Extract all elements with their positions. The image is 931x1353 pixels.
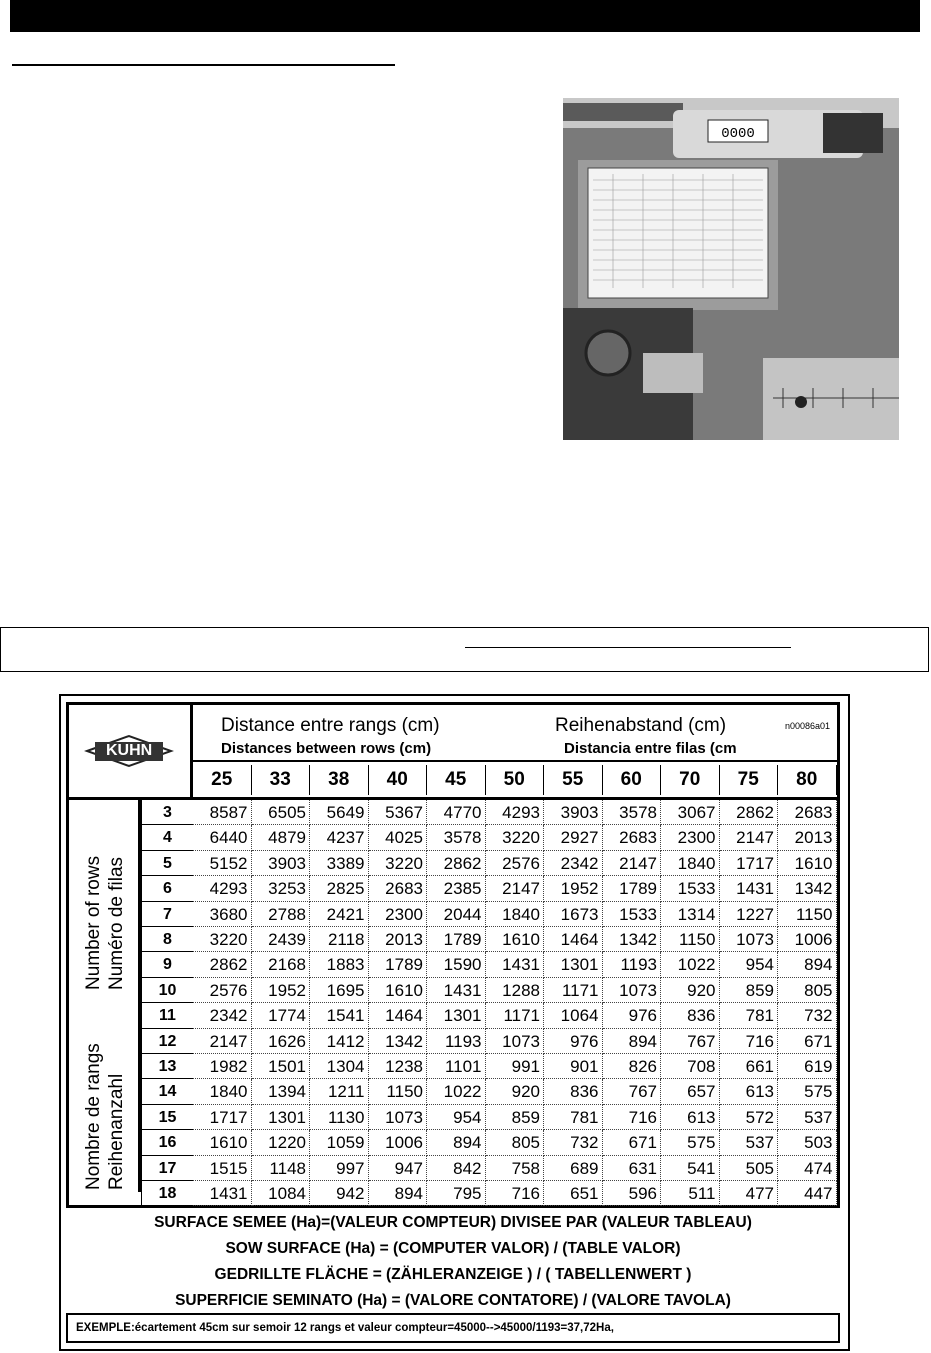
table-cell: 1501: [252, 1054, 311, 1079]
table-cell: 1150: [778, 902, 837, 927]
table-cell: 2013: [369, 927, 428, 952]
table-cell: 1084: [252, 1181, 311, 1206]
table-cell: 976: [544, 1029, 603, 1054]
table-cell: 1059: [310, 1130, 369, 1155]
table-cell: 596: [603, 1181, 662, 1206]
table-cell: 1431: [720, 876, 779, 901]
table-cell: 657: [661, 1079, 720, 1104]
table-cell: 1626: [252, 1029, 311, 1054]
table-cell: 5367: [369, 800, 428, 825]
table-cell: 954: [720, 952, 779, 977]
table-cell: 781: [544, 1105, 603, 1130]
table-cell: 2013: [778, 825, 837, 850]
table-cell: 1193: [427, 1029, 486, 1054]
table-cell: 1431: [486, 952, 545, 977]
svg-text:0000: 0000: [721, 126, 755, 142]
formula-it: SUPERFICIE SEMINATO (Ha) = (VALORE CONTATORE) / (VALORE TAVOLA): [175, 1292, 731, 1309]
table-cell: 758: [486, 1156, 545, 1181]
table-cell: 1150: [369, 1079, 428, 1104]
row-header: 4: [141, 825, 193, 850]
column-header: 25: [193, 765, 252, 795]
table-cell: 716: [720, 1029, 779, 1054]
table-cell: 651: [544, 1181, 603, 1206]
table-cell: 1342: [778, 876, 837, 901]
side-label-nombre-de-rangs: Nombre de rangs: [83, 1043, 104, 1190]
table-cell: 4025: [369, 825, 428, 850]
table-cell: 716: [603, 1105, 662, 1130]
row-header: 5: [141, 851, 193, 876]
header-bar: [10, 0, 920, 32]
side-label-numero-de-filas: Numéro de filas: [106, 856, 127, 990]
seeding-area-table: [59, 694, 850, 1351]
table-cell: 1171: [486, 1003, 545, 1028]
column-header: 33: [252, 765, 311, 795]
table-cell: 503: [778, 1130, 837, 1155]
table-cell: 826: [603, 1054, 662, 1079]
table-cell: 2825: [310, 876, 369, 901]
row-header: 10: [141, 978, 193, 1003]
column-header: 40: [369, 765, 428, 795]
column-header: 50: [486, 765, 545, 795]
table-cell: 2342: [193, 1003, 252, 1028]
table-cell: 767: [603, 1079, 662, 1104]
table-cell: 1238: [369, 1054, 428, 1079]
table-cell: 1130: [310, 1105, 369, 1130]
table-cell: 5649: [310, 800, 369, 825]
table-cell: 1073: [369, 1105, 428, 1130]
table-cell: 920: [486, 1079, 545, 1104]
table-cell: 5152: [193, 851, 252, 876]
table-cell: 3220: [369, 851, 428, 876]
header-distance-en: Distances between rows (cm): [221, 740, 432, 757]
table-cell: 805: [778, 978, 837, 1003]
table-cell: 689: [544, 1156, 603, 1181]
kuhn-logo: [69, 705, 193, 797]
table-cell: 894: [778, 952, 837, 977]
row-header: 7: [141, 902, 193, 927]
table-cell: 671: [603, 1130, 662, 1155]
table-cell: 1673: [544, 902, 603, 927]
formula-fr: SURFACE SEMEE (Ha)=(VALEUR COMPTEUR) DIVISEE PAR (VALEUR TABLEAU): [154, 1214, 752, 1231]
table-cell: 1006: [369, 1130, 428, 1155]
table-cell: 1193: [603, 952, 662, 977]
table-cell: 613: [720, 1079, 779, 1104]
table-cell: 1227: [720, 902, 779, 927]
table-cell: 1150: [661, 927, 720, 952]
table-cell: 3220: [193, 927, 252, 952]
table-cell: 572: [720, 1105, 779, 1130]
table-cell: 2168: [252, 952, 311, 977]
table-cell: 1342: [603, 927, 662, 952]
note-box: [0, 627, 929, 672]
table-cell: 3578: [603, 800, 662, 825]
row-header: 18: [141, 1181, 193, 1206]
table-cell: 1412: [310, 1029, 369, 1054]
table-cell: 2683: [603, 825, 662, 850]
table-cell: 894: [369, 1181, 428, 1206]
table-cell: 859: [720, 978, 779, 1003]
table-cell: 1073: [603, 978, 662, 1003]
table-cell: 511: [661, 1181, 720, 1206]
table-cell: 2300: [369, 902, 428, 927]
table-cell: 3253: [252, 876, 311, 901]
table-cell: 842: [427, 1156, 486, 1181]
table-cell: 1774: [252, 1003, 311, 1028]
table-cell: 1952: [544, 876, 603, 901]
table-cell: 2683: [778, 800, 837, 825]
table-cell: 2439: [252, 927, 311, 952]
table-cell: 3220: [486, 825, 545, 850]
table-cell: 1148: [252, 1156, 311, 1181]
column-header: 60: [603, 765, 662, 795]
table-cell: 1610: [369, 978, 428, 1003]
table-cell: 537: [720, 1130, 779, 1155]
table-cell: 4293: [193, 876, 252, 901]
row-header: 13: [141, 1054, 193, 1079]
table-cell: 1717: [193, 1105, 252, 1130]
table-cell: 1840: [486, 902, 545, 927]
table-cell: 1952: [252, 978, 311, 1003]
table-cell: 2118: [310, 927, 369, 952]
table-cell: 2147: [720, 825, 779, 850]
table-cell: 2421: [310, 902, 369, 927]
formula-de: GEDRILLTE FLÄCHE = (ZÄHLERANZEIGE ) / ( TABELLENWERT ): [214, 1266, 692, 1283]
table-cell: 997: [310, 1156, 369, 1181]
header-distance-fr: Distance entre rangs (cm): [221, 715, 440, 736]
table-cell: 901: [544, 1054, 603, 1079]
table-cell: 575: [661, 1130, 720, 1155]
table-cell: 2385: [427, 876, 486, 901]
table-cell: 1394: [252, 1079, 311, 1104]
table-cell: 2683: [369, 876, 428, 901]
table-cell: 1610: [193, 1130, 252, 1155]
table-cell: 1789: [427, 927, 486, 952]
kuhn-logo-text: KUHN: [106, 742, 153, 759]
row-header: 8: [141, 927, 193, 952]
table-cell: 2576: [193, 978, 252, 1003]
table-cell: 1211: [310, 1079, 369, 1104]
table-cell: 1717: [720, 851, 779, 876]
table-cell: 781: [720, 1003, 779, 1028]
table-cell: 1301: [427, 1003, 486, 1028]
row-header: 6: [141, 876, 193, 901]
table-cell: 1301: [252, 1105, 311, 1130]
table-cell: 859: [486, 1105, 545, 1130]
table-cell: 1610: [486, 927, 545, 952]
table-cell: 836: [544, 1079, 603, 1104]
table-cell: 894: [427, 1130, 486, 1155]
table-cell: 767: [661, 1029, 720, 1054]
table-cell: 537: [778, 1105, 837, 1130]
table-cell: 942: [310, 1181, 369, 1206]
table-cell: 1431: [193, 1181, 252, 1206]
table-cell: 1590: [427, 952, 486, 977]
table-cell: 661: [720, 1054, 779, 1079]
table-cell: 2862: [427, 851, 486, 876]
table-cell: 2147: [193, 1029, 252, 1054]
table-cell: 954: [427, 1105, 486, 1130]
table-cell: 575: [778, 1079, 837, 1104]
table-code: n00086a01: [785, 721, 831, 731]
table-cell: 2927: [544, 825, 603, 850]
table-cell: 2044: [427, 902, 486, 927]
table-cell: 3067: [661, 800, 720, 825]
table-cell: 1883: [310, 952, 369, 977]
table-cell: 1541: [310, 1003, 369, 1028]
table-cell: 6440: [193, 825, 252, 850]
counter-photo-graphic: [563, 98, 899, 440]
table-cell: 1464: [544, 927, 603, 952]
column-header: 45: [427, 765, 486, 795]
table-cell: 1610: [778, 851, 837, 876]
column-header: 55: [544, 765, 603, 795]
table-cell: 1533: [603, 902, 662, 927]
table-cell: 836: [661, 1003, 720, 1028]
table-cell: 991: [486, 1054, 545, 1079]
table-cell: 1101: [427, 1054, 486, 1079]
table-cell: 920: [661, 978, 720, 1003]
table-cell: 1220: [252, 1130, 311, 1155]
row-header: 14: [141, 1079, 193, 1104]
formula-block: [66, 1208, 840, 1318]
table-cell: 613: [661, 1105, 720, 1130]
table-cell: 2342: [544, 851, 603, 876]
table-cell: 4879: [252, 825, 311, 850]
row-header: 9: [141, 952, 193, 977]
table-cell: 1064: [544, 1003, 603, 1028]
table-cell: 716: [486, 1181, 545, 1206]
header-divider: [193, 760, 837, 762]
side-label-reihenanzahl: Reihenanzahl: [106, 1073, 127, 1190]
table-cell: 1304: [310, 1054, 369, 1079]
table-cell: 1515: [193, 1156, 252, 1181]
table-cell: 2576: [486, 851, 545, 876]
counter-photo: [563, 98, 899, 440]
row-header: 16: [141, 1130, 193, 1155]
table-cell: 3903: [544, 800, 603, 825]
table-cell: 2147: [603, 851, 662, 876]
column-header: 38: [310, 765, 369, 795]
table-cell: 4237: [310, 825, 369, 850]
row-header: 12: [141, 1029, 193, 1054]
table-cell: 1789: [603, 876, 662, 901]
table-cell: 1073: [486, 1029, 545, 1054]
table-cell: 1006: [778, 927, 837, 952]
table-cell: 3903: [252, 851, 311, 876]
table-cell: 1533: [661, 876, 720, 901]
table-cell: 1301: [544, 952, 603, 977]
section-title-underline: [12, 64, 395, 66]
table-cell: 1695: [310, 978, 369, 1003]
table-cell: 1171: [544, 978, 603, 1003]
table-cell: 2300: [661, 825, 720, 850]
note-underline: [465, 647, 791, 648]
table-cell: 4770: [427, 800, 486, 825]
table-cell: 3680: [193, 902, 252, 927]
row-header: 17: [141, 1156, 193, 1181]
row-header: 3: [141, 800, 193, 825]
table-cell: 541: [661, 1156, 720, 1181]
side-label-number-of-rows: Number of rows: [83, 855, 104, 990]
table-cell: 1840: [661, 851, 720, 876]
column-header: 75: [720, 765, 779, 795]
table-cell: 477: [720, 1181, 779, 1206]
table-cell: 795: [427, 1181, 486, 1206]
header-distance-es: Distancia entre filas (cm: [564, 740, 737, 757]
table-cell: 1022: [427, 1079, 486, 1104]
table-cell: 1840: [193, 1079, 252, 1104]
column-header: 70: [661, 765, 720, 795]
row-header: 15: [141, 1105, 193, 1130]
table-cell: 1022: [661, 952, 720, 977]
table-cell: 8587: [193, 800, 252, 825]
table-cell: 3578: [427, 825, 486, 850]
table-cell: 708: [661, 1054, 720, 1079]
table-cell: 1789: [369, 952, 428, 977]
table-cell: 1073: [720, 927, 779, 952]
example-line: EXEMPLE:écartement 45cm sur semoir 12 rangs et valeur compteur=45000-->45000/1193=37,72Ha,: [66, 1313, 840, 1343]
table-cell: 1342: [369, 1029, 428, 1054]
table-cell: 1288: [486, 978, 545, 1003]
table-cell: 631: [603, 1156, 662, 1181]
column-header: 80: [778, 765, 837, 795]
table-cell: 3389: [310, 851, 369, 876]
table-cell: 619: [778, 1054, 837, 1079]
table-cell: 671: [778, 1029, 837, 1054]
table-cell: 6505: [252, 800, 311, 825]
table-cell: 732: [778, 1003, 837, 1028]
formula-en: SOW SURFACE (Ha) = (COMPUTER VALOR) / (TABLE VALOR): [225, 1240, 681, 1257]
table-cell: 474: [778, 1156, 837, 1181]
table-cell: 2862: [720, 800, 779, 825]
table-cell: 447: [778, 1181, 837, 1206]
table-cell: 505: [720, 1156, 779, 1181]
table-cell: 1464: [369, 1003, 428, 1028]
table-cell: 1982: [193, 1054, 252, 1079]
row-header: 11: [141, 1003, 193, 1028]
table-grid: [66, 702, 840, 1208]
table-cell: 805: [486, 1130, 545, 1155]
header-distance-de: Reihenabstand (cm): [555, 715, 727, 736]
table-cell: 732: [544, 1130, 603, 1155]
table-cell: 947: [369, 1156, 428, 1181]
table-cell: 2147: [486, 876, 545, 901]
table-cell: 976: [603, 1003, 662, 1028]
table-cell: 1314: [661, 902, 720, 927]
table-cell: 2788: [252, 902, 311, 927]
table-cell: 4293: [486, 800, 545, 825]
table-cell: 894: [603, 1029, 662, 1054]
table-cell: 2862: [193, 952, 252, 977]
table-cell: 1431: [427, 978, 486, 1003]
